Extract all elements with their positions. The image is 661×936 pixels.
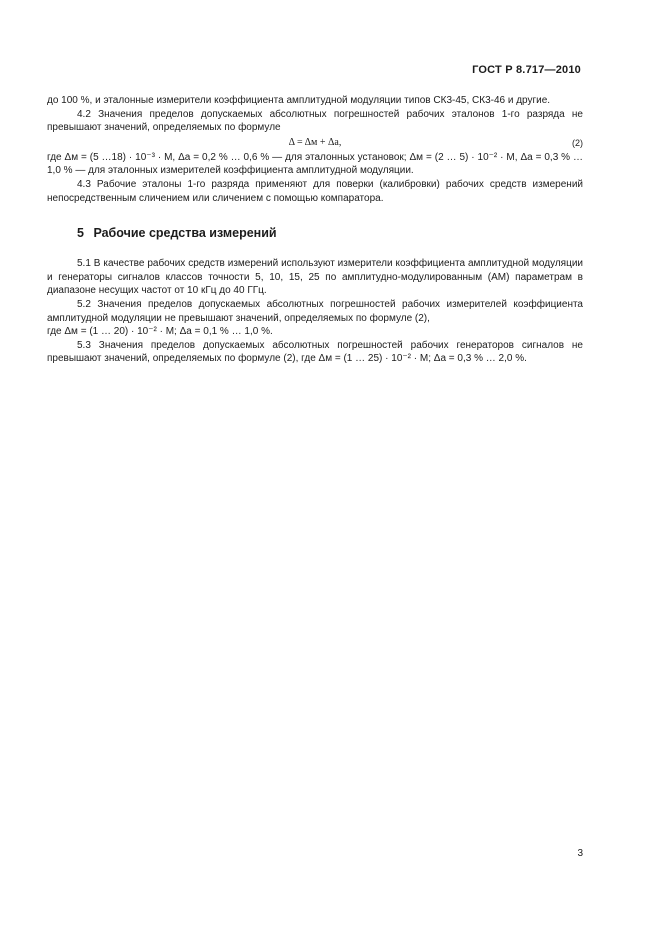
section-title: Рабочие средства измерений — [93, 226, 277, 241]
page-number: 3 — [577, 848, 583, 859]
document-body — [47, 94, 583, 366]
paragraph-5-2-where: где Δм = (1 … 20) · 10⁻² · M; Δа = 0,1 % … 1,0 %. — [47, 326, 273, 338]
paragraph-5-2: 5.2 Значения пределов допускаемых абсолютных погрешностей рабочих измерителей коэффициента амплитудной модуляции не превышают значений, определяемых по формуле (2), — [47, 298, 583, 324]
paragraph-4-3: 4.3 Рабочие эталоны 1-го разряда применяют для поверки (калибровки) рабочих средств измерений непосредственным сличением или сличением с помощью компаратора. — [47, 178, 583, 204]
formula-number: (2) — [572, 137, 583, 148]
paragraph-4-2: 4.2 Значения пределов допускаемых абсолютных погрешностей рабочих эталонов 1-го разряда не превышают значений, определяемых по формуле — [47, 108, 583, 134]
document-code-header: ГОСТ Р 8.717—2010 — [472, 64, 581, 76]
formula-2 — [47, 135, 583, 151]
paragraph-5-1: 5.1 В качестве рабочих средств измерений используют измерители коэффициента амплитудной модуляции и генераторы сигналов классов точности 5, 10, 15, 25 по амплитудно-модулированным (АМ) параметрам в диапазоне несущих частот от 10 кГц до 40 ГГц. — [47, 258, 583, 297]
section-number: 5 — [77, 226, 84, 241]
section-5-heading — [47, 225, 583, 241]
paragraph-5-3: 5.3 Значения пределов допускаемых абсолютных погрешностей рабочих генераторов сигналов не превышают значений, определяемых по формуле (2), где Δм = (1 … 25) · 10⁻² · M; Δа = 0,3 % … 2,0 %. — [47, 339, 583, 365]
paragraph-continuation: до 100 %, и эталонные измерители коэффициента амплитудной модуляции типов СК3-45, СК3-46 и другие. — [47, 95, 551, 106]
paragraph-where: где Δм = (5 …18) · 10⁻³ · M, Δа = 0,2 % … 0,6 % — для эталонных установок; Δм = (2 … 5) · 10⁻² · M, Δа = 0,3 % … 1,0 % — для эталонных измерителей коэффициента амплитудной модуляции. — [47, 151, 583, 177]
formula-text: Δ = Δм + Δа, — [288, 136, 342, 148]
